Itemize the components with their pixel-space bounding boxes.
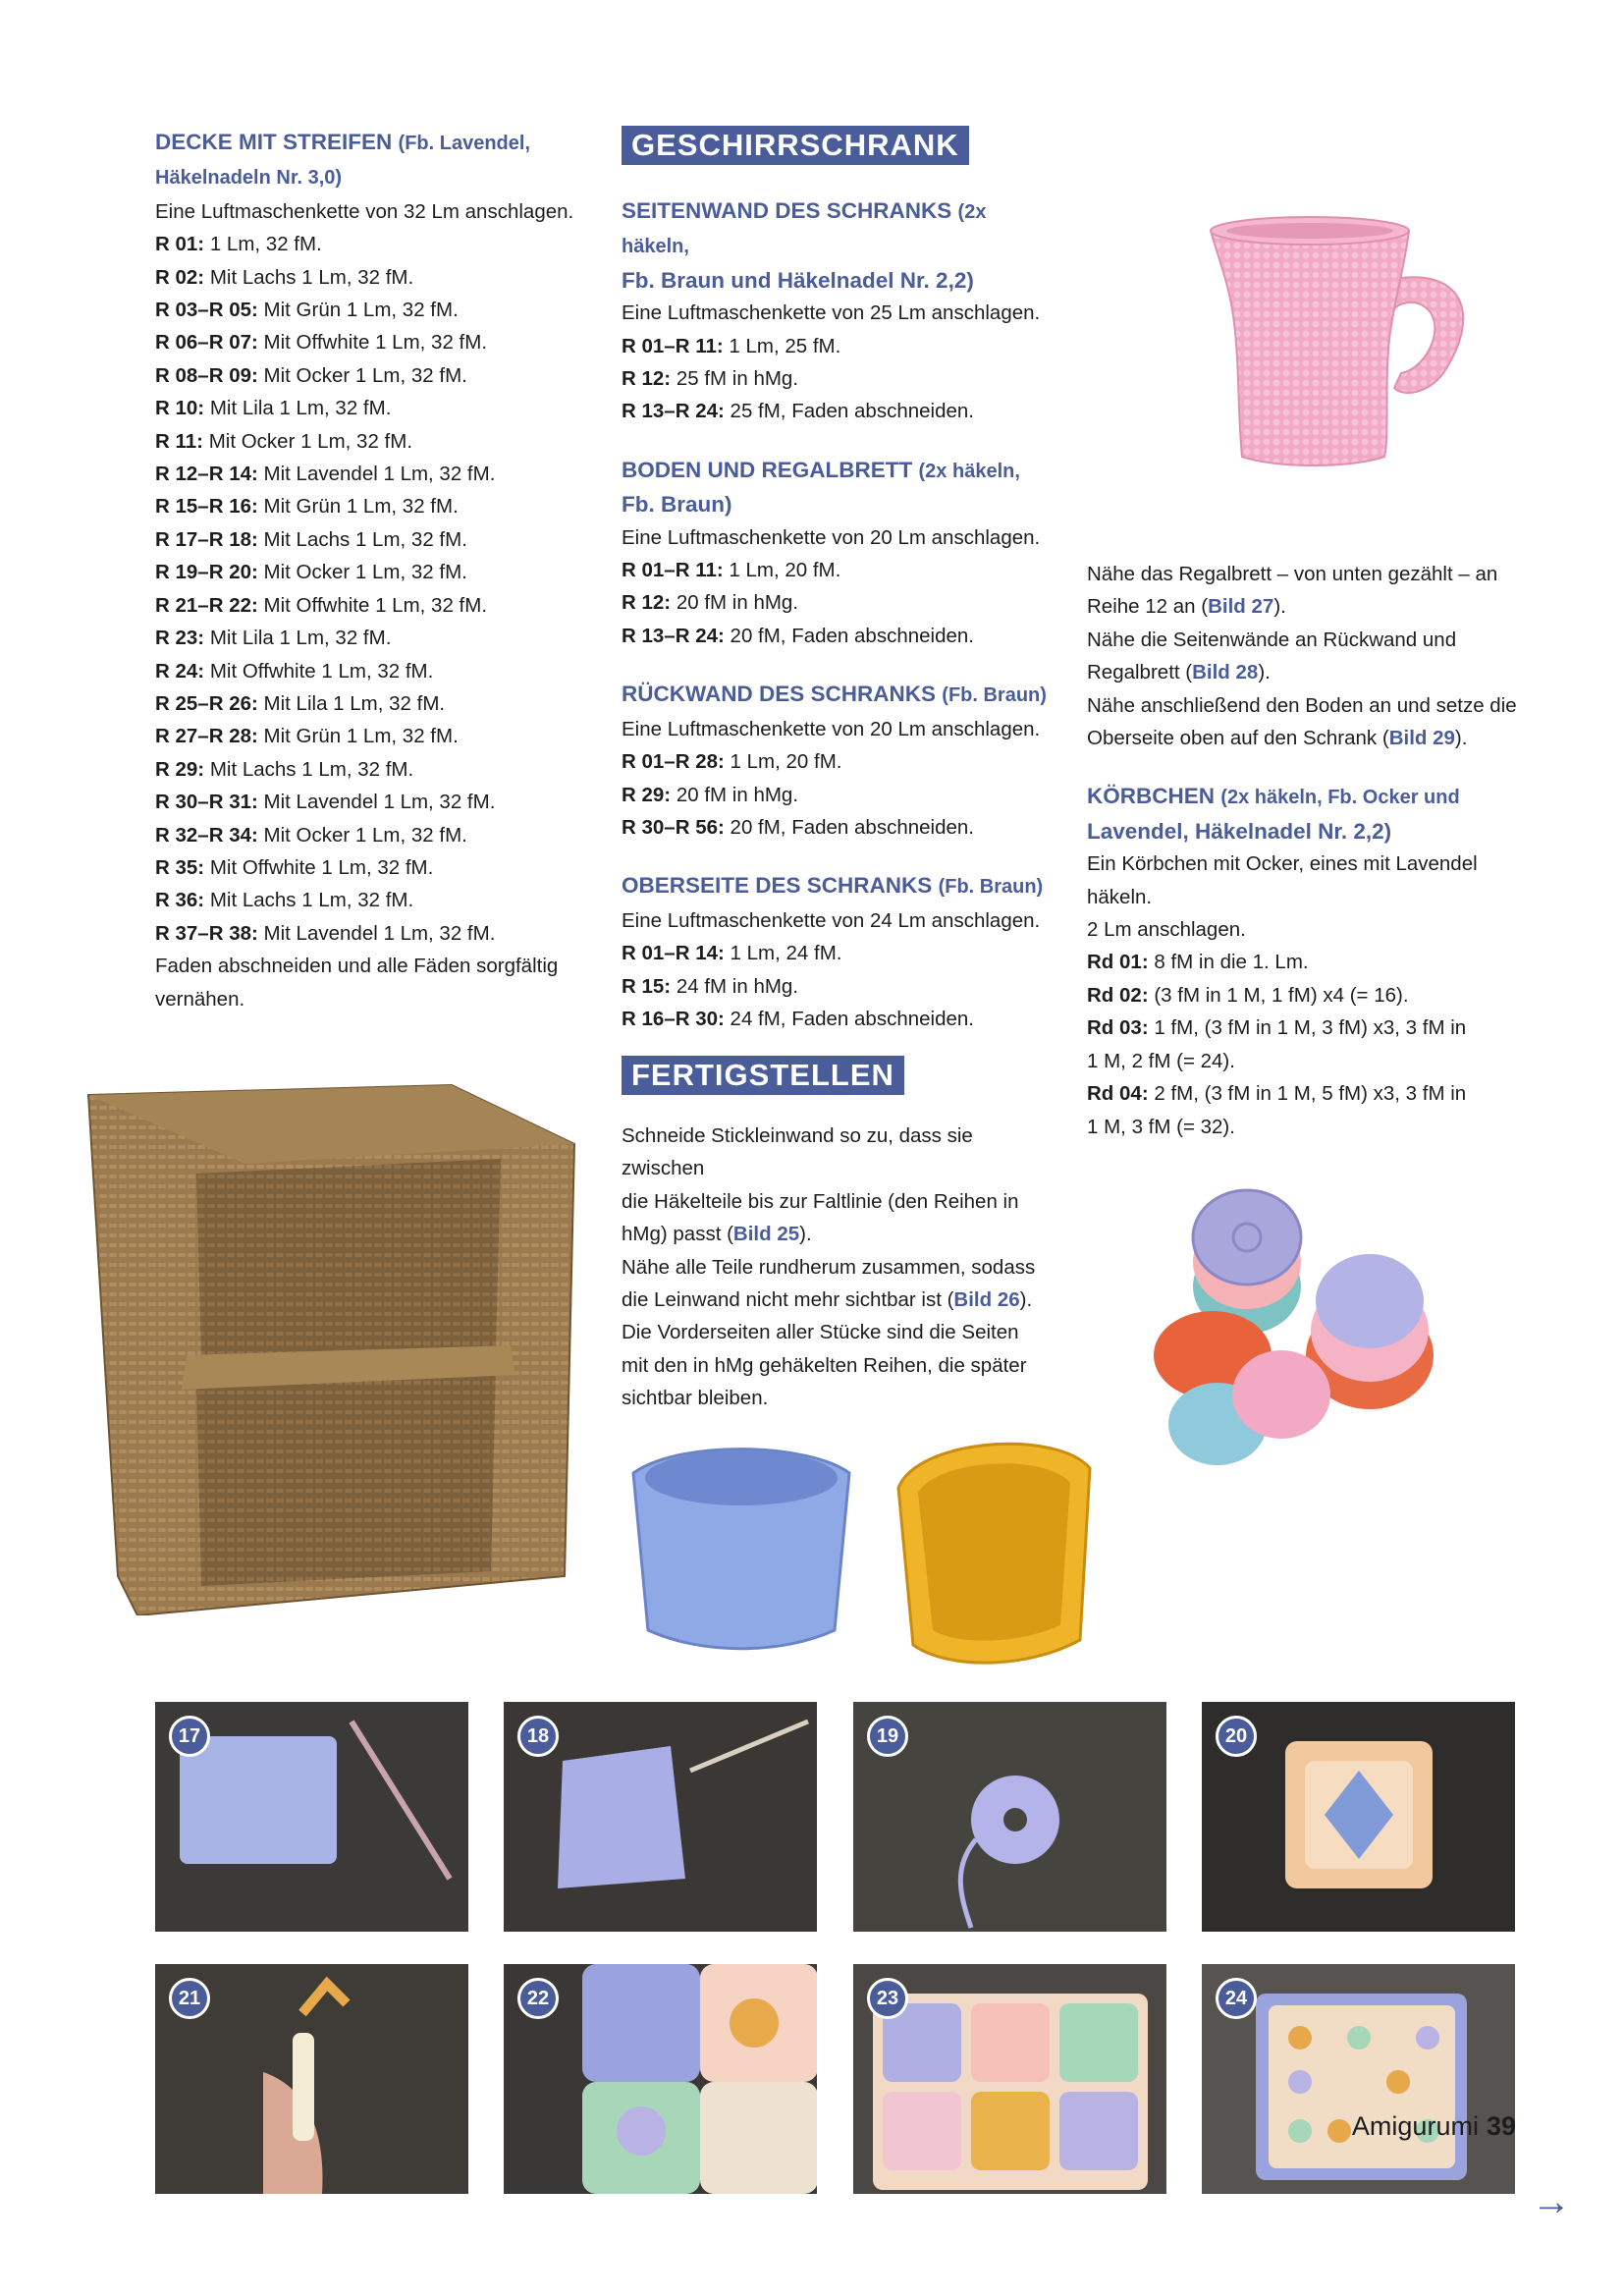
row-label: R 30–R 56: [622,815,725,839]
koerbchen-rd02 [1087,979,1534,1011]
row-text: Mit Offwhite 1 Lm, 32 fM. [204,855,434,879]
instruction-row [155,753,577,786]
row-text: 1 Lm, 20 fM. [724,750,842,774]
fertig-line-1: Schneide Stickleinwand so zu, dass sie zwischen [622,1124,973,1180]
rd04-label: Rd 04: [1087,1082,1149,1106]
instruction-row [155,458,577,490]
instruction-row [155,392,577,424]
instruction-row [622,745,1054,778]
step-badge: 24 [1216,1978,1257,2019]
fertig-line-8: sichtbar bleiben. [622,1387,769,1410]
assembly-line-1: Nähe das Regalbrett – von unten gezählt – an [1087,563,1498,585]
row-label: R 13–R 24: [622,400,725,423]
seitenwand-rows [622,330,1054,428]
assembly-line-3: Nähe die Seitenwände an Rückwand und [1087,628,1457,651]
decke-rows [155,228,577,950]
assembly-line-4-text: Regalbrett ( [1087,661,1193,684]
step-photo-23 [853,1964,1166,2194]
lavender-basket-photo [623,1434,859,1660]
row-text: 20 fM in hMg. [671,591,799,615]
row-text: 24 fM in hMg. [671,974,799,998]
row-text: Mit Lachs 1 Lm, 32 fM. [257,527,467,551]
row-text: Mit Ocker 1 Lm, 32 fM. [257,823,467,847]
geschirrschrank-banner: GESCHIRRSCHRANK [622,126,969,165]
bild-27-ref: Bild 27 [1208,595,1274,619]
row-label: R 01–R 11: [622,334,724,357]
row-text: 1 Lm, 20 fM. [723,559,841,582]
row-text: Mit Lila 1 Lm, 32 fM. [204,627,392,650]
row-text: Mit Lachs 1 Lm, 32 fM. [204,757,414,781]
rd04-continued: 1 M, 3 fM (= 32). [1087,1115,1235,1138]
bild-29-ref: Bild 29 [1388,727,1455,750]
row-label: R 12: [622,367,672,391]
row-label: R 15–R 16: [155,495,258,519]
decke-heading [155,126,577,195]
row-label: R 01: [155,233,205,256]
rd01-label: Rd 01: [1087,951,1149,974]
instruction-row [622,779,1054,811]
koerbchen-rd04 [1087,1077,1534,1110]
row-text: 24 fM, Faden abschneiden. [724,1007,974,1030]
step-badge: 22 [517,1978,559,2019]
ocker-basket-photo [879,1429,1105,1674]
decke-section [155,126,577,1015]
row-text: Mit Grün 1 Lm, 32 fM. [257,495,459,519]
row-label: R 35: [155,855,205,879]
step-badge: 18 [517,1716,559,1757]
row-label: R 24: [155,659,205,683]
step-photo-22 [504,1964,817,2194]
row-label: R 01–R 11: [622,559,724,582]
row-label: R 10: [155,397,205,420]
rd03-label: Rd 03: [1087,1016,1149,1040]
koerbchen-rd03 [1087,1011,1534,1044]
step-photo-18 [504,1702,817,1932]
row-text: 20 fM, Faden abschneiden. [724,815,974,839]
instruction-row [622,620,1054,652]
instruction-row [155,326,577,358]
assembly-line-6 [1087,722,1534,754]
oberseite-intro: Eine Luftmaschenkette von 24 Lm anschlagen. [622,908,1041,932]
row-label: R 37–R 38: [155,921,258,945]
assembly-line-4-end: ). [1258,661,1271,684]
instruction-row [155,917,577,950]
decke-title: DECKE MIT STREIFEN [155,130,393,154]
row-text: Mit Ocker 1 Lm, 32 fM. [203,429,413,453]
bild-28-ref: Bild 28 [1192,661,1259,684]
row-label: R 06–R 07: [155,331,258,355]
rd02-label: Rd 02: [1087,983,1149,1007]
instruction-row [622,937,1054,969]
koerbchen-note-1: (2x häkeln, Fb. Ocker und [1220,787,1460,809]
step-photo-17 [155,1702,468,1932]
decke-outro-2: vernähen. [155,987,245,1011]
rueckwand-rows [622,745,1054,844]
instruction-row [155,556,577,588]
fertig-line-7: mit den in hMg gehäkelten Reihen, die später [622,1353,1027,1377]
row-text: Mit Lavendel 1 Lm, 32 fM. [257,463,496,486]
rd01-text: 8 fM in die 1. Lm. [1148,951,1309,974]
row-label: R 23: [155,627,205,650]
row-label: R 01–R 28: [622,750,725,774]
step-badge: 17 [169,1716,210,1757]
rd03-continued: 1 M, 2 fM (= 24). [1087,1049,1235,1072]
step-badge: 20 [1216,1716,1257,1757]
seitenwand-heading [622,194,1054,264]
rd02-text: (3 fM in 1 M, 1 fM) x4 (= 16). [1148,983,1409,1007]
rd04-text: 2 fM, (3 fM in 1 M, 5 fM) x3, 3 fM in [1148,1082,1467,1106]
seitenwand-note-2: Fb. Braun und Häkelnadel Nr. 2,2) [622,267,974,293]
step-photo-24 [1202,1964,1515,2194]
row-label: R 21–R 22: [155,593,258,617]
instruction-row [622,970,1054,1003]
assembly-line-2-text: Reihe 12 an ( [1087,595,1209,619]
step-photo-20 [1202,1702,1515,1932]
rueckwand-intro: Eine Luftmaschenkette von 20 Lm anschlagen. [622,717,1041,740]
oberseite-rows [622,937,1054,1035]
koerbchen-intro-2: 2 Lm anschlagen. [1087,918,1246,942]
row-label: R 19–R 20: [155,561,258,584]
instruction-row [155,490,577,522]
instruction-row [622,554,1054,586]
koerbchen-title: KÖRBCHEN [1087,784,1216,809]
row-text: Mit Lachs 1 Lm, 32 fM. [204,889,414,912]
assembly-line-6-text: Oberseite oben auf den Schrank ( [1087,727,1389,750]
row-text: 1 Lm, 24 fM. [724,942,842,965]
assembly-line-6-end: ). [1454,727,1468,750]
seitenwand-title: SEITENWAND DES SCHRANKS [622,198,952,223]
boden-title: BODEN UND REGALBRETT [622,457,913,482]
fertig-line-3-text: hMg) passt ( [622,1223,733,1246]
row-label: R 01–R 14: [622,942,725,965]
row-label: R 25–R 26: [155,691,258,715]
instruction-row [155,523,577,556]
fertig-line-6: Die Vorderseiten aller Stücke sind die Seiten [622,1321,1019,1344]
next-page-arrow-icon[interactable]: → [1532,2180,1571,2223]
step-badge: 21 [169,1978,210,2019]
oberseite-heading [622,869,1054,903]
cabinet-photo [79,1066,589,1615]
boden-heading [622,454,1054,488]
row-label: R 11: [155,429,203,453]
fertig-line-5-end: ). [1019,1288,1033,1312]
assembly-line-2-end: ). [1273,595,1286,619]
instruction-row [155,425,577,458]
assembly-line-5: Nähe anschließend den Boden an und setze die [1087,693,1517,717]
step-badge: 19 [867,1716,908,1757]
row-text: 25 fM in hMg. [671,367,799,391]
row-text: Mit Lachs 1 Lm, 32 fM. [204,265,414,289]
page-footer [1352,2111,1516,2142]
assembly-section [1087,558,1534,1143]
row-label: R 13–R 24: [622,624,725,647]
row-label: R 27–R 28: [155,725,258,748]
row-label: R 29: [622,783,672,806]
schrank-section [622,194,1054,1035]
instruction-row [622,1003,1054,1035]
bild-26-ref: Bild 26 [953,1288,1020,1312]
instruction-row [155,819,577,851]
boden-rows [622,554,1054,652]
instruction-row [155,622,577,654]
step-badge: 23 [867,1978,908,2019]
row-label: R 30–R 31: [155,791,258,814]
boden-note-1: (2x häkeln, [918,460,1020,482]
row-label: R 12: [622,591,672,615]
fertig-line-3 [622,1218,1058,1250]
koerbchen-heading [1087,780,1534,814]
row-text: Mit Ocker 1 Lm, 32 fM. [257,561,467,584]
row-label: R 36: [155,889,205,912]
instruction-row [155,228,577,260]
seitenwand-intro: Eine Luftmaschenkette von 25 Lm anschlagen. [622,301,1041,325]
fertig-line-5 [622,1284,1058,1316]
row-text: Mit Lila 1 Lm, 32 fM. [257,691,446,715]
row-text: Mit Ocker 1 Lm, 32 fM. [257,363,467,387]
row-text: Mit Offwhite 1 Lm, 32 fM. [257,331,488,355]
row-text: 20 fM, Faden abschneiden. [724,624,974,647]
koerbchen-rd01 [1087,946,1534,978]
fertig-line-2: die Häkelteile bis zur Faltlinie (den Reihen in [622,1189,1019,1213]
row-text: 1 Lm, 32 fM. [204,233,322,256]
instruction-row [155,687,577,720]
row-label: R 32–R 34: [155,823,258,847]
instruction-row [622,330,1054,362]
instruction-row [155,720,577,752]
magazine-name: Amigurumi [1351,2111,1479,2141]
instruction-row [155,655,577,687]
koerbchen-intro-1: Ein Körbchen mit Ocker, eines mit Lavendel häkeln. [1087,852,1478,908]
rueckwand-title: RÜCKWAND DES SCHRANKS [622,682,937,707]
oberseite-title: OBERSEITE DES SCHRANKS [622,873,933,899]
instruction-row [622,586,1054,619]
row-label: R 17–R 18: [155,527,258,551]
step-photo-19 [853,1702,1166,1932]
step-photo-21 [155,1964,468,2194]
rueckwand-note: (Fb. Braun) [942,684,1047,707]
row-text: Mit Offwhite 1 Lm, 32 fM. [204,659,434,683]
instruction-row [622,811,1054,844]
fertig-line-3-end: ). [799,1223,812,1246]
instruction-row [155,851,577,884]
row-label: R 02: [155,265,205,289]
plates-photo [1139,1159,1463,1473]
row-label: R 29: [155,757,205,781]
row-text: Mit Lavendel 1 Lm, 32 fM. [257,791,496,814]
koerbchen-note-2: Lavendel, Häkelnadel Nr. 2,2) [1087,818,1392,844]
pitcher-photo [1193,211,1488,476]
rd03-text: 1 fM, (3 fM in 1 M, 3 fM) x3, 3 fM in [1148,1016,1467,1040]
instruction-row [155,359,577,392]
instruction-row [155,261,577,294]
boden-intro: Eine Luftmaschenkette von 20 Lm anschlagen. [622,525,1041,549]
fertigstellen-text [622,1120,1058,1415]
fertig-line-4: Nähe alle Teile rundherum zusammen, sodass [622,1255,1036,1279]
instruction-row [155,884,577,916]
assembly-line-2 [1087,590,1534,623]
row-text: Mit Offwhite 1 Lm, 32 fM. [257,593,488,617]
row-label: R 16–R 30: [622,1007,725,1030]
instruction-row [155,589,577,622]
decke-intro: Eine Luftmaschenkette von 32 Lm anschlagen. [155,199,574,223]
decke-note: (Fb. Lavendel, Häkelnadeln Nr. 3,0) [155,133,530,190]
row-label: R 03–R 05: [155,299,258,322]
row-text: 20 fM in hMg. [671,783,799,806]
row-text: 1 Lm, 25 fM. [723,334,841,357]
instruction-row [622,362,1054,395]
row-label: R 12–R 14: [155,463,258,486]
seitenwand-note-1: (2x häkeln, [622,201,987,258]
rueckwand-heading [622,678,1054,712]
bild-25-ref: Bild 25 [732,1223,800,1246]
page-number: 39 [1486,2111,1516,2141]
oberseite-note: (Fb. Braun) [938,876,1044,899]
row-text: 25 fM, Faden abschneiden. [724,400,974,423]
row-text: Mit Lavendel 1 Lm, 32 fM. [257,921,496,945]
fertigstellen-banner: FERTIGSTELLEN [622,1056,904,1095]
instruction-row [155,786,577,818]
row-text: Mit Lila 1 Lm, 32 fM. [204,397,392,420]
assembly-line-4 [1087,656,1534,688]
row-text: Mit Grün 1 Lm, 32 fM. [257,725,459,748]
row-label: R 08–R 09: [155,363,258,387]
fertig-line-5-text: die Leinwand nicht mehr sichtbar ist ( [622,1288,954,1312]
decke-outro-1: Faden abschneiden und alle Fäden sorgfältig [155,955,559,978]
boden-note-2: Fb. Braun) [622,492,732,518]
instruction-row [155,294,577,326]
instruction-row [622,395,1054,427]
row-label: R 15: [622,974,672,998]
row-text: Mit Grün 1 Lm, 32 fM. [257,299,459,322]
